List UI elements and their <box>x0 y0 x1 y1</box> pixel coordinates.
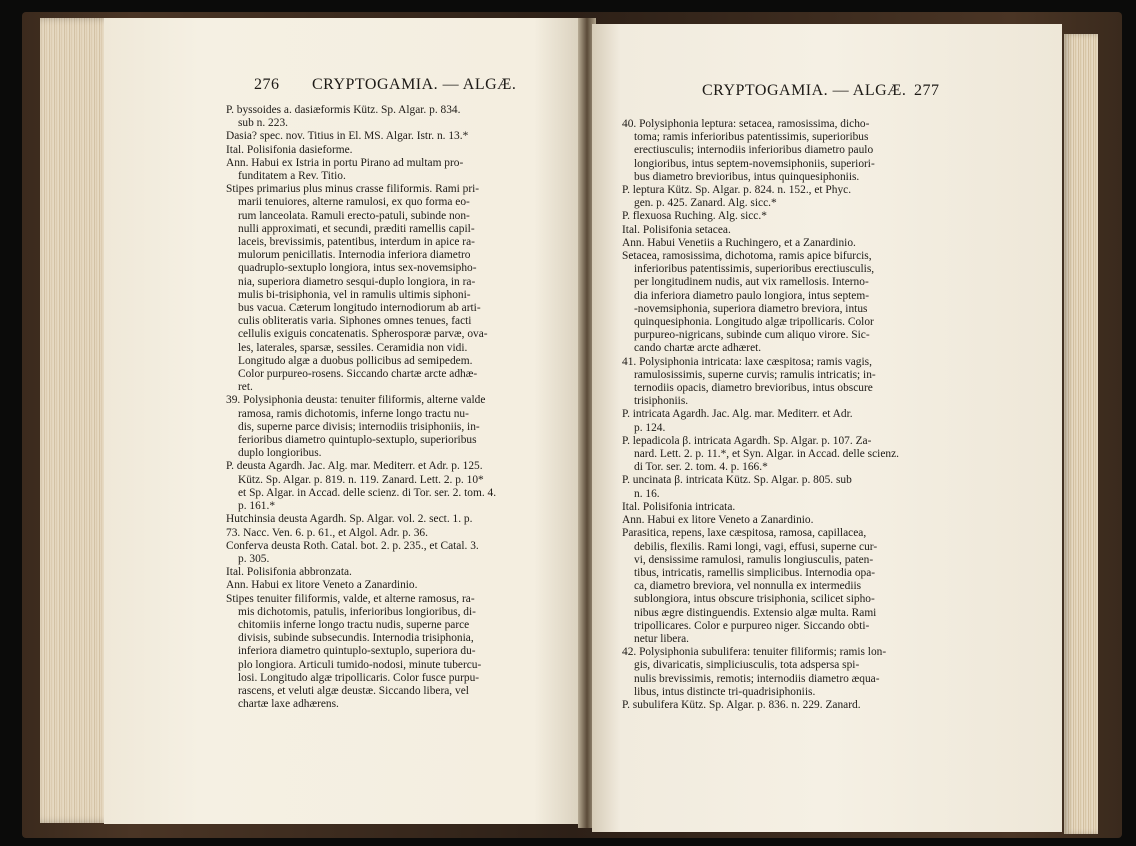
text-line: mis dichotomis, patulis, inferioribus longioribus, di- <box>238 605 476 618</box>
text-line: toma; ramis inferioribus patentissimis, superioribus <box>634 131 869 144</box>
text-line: p. 305. <box>238 552 270 565</box>
text-line: nia, superiora diametro sesqui-duplo longiora, in ra- <box>238 275 476 288</box>
text-line: P. flexuosa Ruching. Alg. sicc.* <box>622 210 767 223</box>
text-line: 41. Polysiphonia intricata: laxe cæspitosa; ramis vagis, <box>622 355 872 368</box>
text-line: divisis, subinde subsecundis. Internodia trisiphonia, <box>238 632 474 645</box>
text-line: bus diametro brevioribus, intus quinquesiphoniis. <box>634 170 860 183</box>
text-line: Ital. Polisifonia intricata. <box>622 500 736 513</box>
text-line: Kütz. Sp. Algar. p. 819. n. 119. Zanard. Lett. 2. p. 10* <box>238 473 484 486</box>
left-page-number: 276 <box>254 76 280 93</box>
text-line: duplo longioribus. <box>238 447 322 460</box>
text-line: ternodiis opacis, diametro brevioribus, intus obscure <box>634 382 873 395</box>
text-line: trisiphoniis. <box>634 395 689 408</box>
text-line: nulli approximati, et secundi, præditi ramellis capil- <box>238 222 475 235</box>
text-line: et Sp. Algar. in Accad. delle scienz. di Tor. ser. 2. tom. 4. <box>238 486 497 499</box>
text-line: Hutchinsia deusta Agardh. Sp. Algar. vol. 2. sect. 1. p. <box>226 513 473 526</box>
text-line: longioribus, intus septem-novemsiphoniis, superiori- <box>634 157 875 170</box>
text-line: plo longiora. Articuli tumido-nodosi, minute tubercu- <box>238 658 482 671</box>
text-line: n. 16. <box>634 487 660 500</box>
text-line: tibus, intricatis, ramellis simplicibus. Internodia opa- <box>634 566 876 579</box>
text-line: Setacea, ramosissima, dichotoma, ramis apice bifurcis, <box>622 250 872 263</box>
text-line: nulis brevissimis, remotis; internodiis diametro æqua- <box>634 672 880 685</box>
text-line: culis obliteratis varia. Siphones omnes tenues, facti <box>238 315 472 328</box>
text-line: P. uncinata β. intricata Kütz. Sp. Algar. p. 805. sub <box>622 474 852 487</box>
text-line: purpureo-nigricans, subinde cum aliquo virore. Sic- <box>634 329 870 342</box>
text-line: dia inferiora diametro paulo longiora, intus septem- <box>634 289 870 302</box>
text-line: Stipes tenuiter filiformis, valde, et alterne ramosus, ra- <box>226 592 475 605</box>
text-line: di Tor. ser. 2. tom. 4. p. 166.* <box>634 461 768 474</box>
text-line: ca, diametro breviora, vel nonnulla ex intermediis <box>634 580 862 593</box>
text-line: Ann. Habui ex litore Veneto a Zanardinio. <box>622 514 814 527</box>
text-line: P. leptura Kütz. Sp. Algar. p. 824. n. 152., et Phyc. <box>622 184 852 197</box>
text-line: rascens, et veluti algæ deustæ. Siccando libera, vel <box>238 684 469 697</box>
text-line: sub n. 223. <box>238 117 288 130</box>
text-line: ret. <box>238 381 253 394</box>
text-line: Ital. Polisifonia dasieforme. <box>226 143 353 156</box>
text-line: laceis, brevissimis, patentibus, interdum in apice ra- <box>238 236 475 249</box>
text-line: inferioribus patentissimis, superioribus erectiusculis, <box>634 263 875 276</box>
text-line: inferiora diametro quintuplo-sextuplo, superiora du- <box>238 645 476 658</box>
text-line: chartæ laxe adhærens. <box>238 698 339 711</box>
text-line: rum lanceolata. Ramuli erecto-patuli, subinde non- <box>238 209 470 222</box>
text-line: bus vacua. Cæterum longitudo internodiorum ab arti- <box>238 302 481 315</box>
text-line: tripollicares. Color e purpureo niger. Siccando obti- <box>634 619 870 632</box>
right-running-title: CRYPTOGAMIA. — ALGÆ. <box>702 82 907 99</box>
text-line: ramosa, ramis dichotomis, inferne longo tractu nu- <box>238 407 469 420</box>
text-line: les, laterales, sparsæ, sessiles. Ceramidia non vidi. <box>238 341 468 354</box>
text-line: Color purpureo-rosens. Siccando chartæ arcte adhæ- <box>238 368 478 381</box>
text-line: Ital. Polisifonia setacea. <box>622 223 731 236</box>
right-page <box>592 24 1062 832</box>
text-line: debilis, flexilis. Rami longi, vagi, effusi, superne cur- <box>634 540 878 553</box>
text-line: erectiusculis; internodiis inferioribus diametro paulo <box>634 144 874 157</box>
text-line: -novemsiphonia, superiora diametro breviora, intus <box>634 302 868 315</box>
text-line: libus, intus distincte tri-quadrisiphoniis. <box>634 685 816 698</box>
text-line: per longitudinem nudis, aut vix ramellosis. Interno- <box>634 276 869 289</box>
text-line: Parasitica, repens, laxe cæspitosa, ramosa, capillacea, <box>622 527 867 540</box>
text-line: losi. Longitudo algæ tripollicaris. Color fusce purpu- <box>238 671 480 684</box>
text-line: P. lepadicola β. intricata Agardh. Sp. Algar. p. 107. Za- <box>622 434 872 447</box>
text-line: p. 124. <box>634 421 666 434</box>
text-line: P. byssoides a. dasiæformis Kütz. Sp. Algar. p. 834. <box>226 104 461 116</box>
text-line: gis, divaricatis, simpliciusculis, tota adspersa spi- <box>634 659 860 672</box>
text-line: P. intricata Agardh. Jac. Alg. mar. Mediterr. et Adr. <box>622 408 853 421</box>
text-line: 73. Nacc. Ven. 6. p. 61., et Algol. Adr. p. 36. <box>226 526 428 539</box>
text-line: sublongiora, intus obscure trisiphonia, scilicet sipho- <box>634 593 875 606</box>
text-line: funditatem a Rev. Titio. <box>238 170 346 183</box>
text-line: mulis bi-trisiphonia, vel in ramulis ultimis siphoni- <box>238 288 471 301</box>
text-line: nard. Lett. 2. p. 11.*, et Syn. Algar. in Accad. delle scienz. <box>634 448 899 461</box>
right-page-text <box>622 118 948 712</box>
text-line: quinquesiphonia. Longitudo algæ tripollicaris. Color <box>634 316 874 329</box>
text-line: gen. p. 425. Zanard. Alg. sicc.* <box>634 197 777 210</box>
left-running-title: CRYPTOGAMIA. — ALGÆ. <box>312 76 517 93</box>
text-line: Conferva deusta Roth. Catal. bot. 2. p. 235., et Catal. 3. <box>226 539 479 552</box>
right-page-number: 277 <box>914 82 940 99</box>
text-line: vi, densissime ramulosi, ramulis longiusculis, paten- <box>634 553 874 566</box>
text-line: Ann. Habui ex Istria in portu Pirano ad multam pro- <box>226 156 464 169</box>
text-line: P. deusta Agardh. Jac. Alg. mar. Mediterr. et Adr. p. 125. <box>226 460 483 473</box>
right-page-edges <box>1064 34 1098 834</box>
text-line: Longitudo algæ a duobus pollicibus ad semipedem. <box>238 354 473 367</box>
text-line: netur libera. <box>634 632 690 645</box>
text-line: Ital. Polisifonia abbronzata. <box>226 566 352 579</box>
text-line: cellulis exiguis concatenatis. Spherosporæ parvæ, ova- <box>238 328 488 341</box>
left-page-text <box>226 104 582 711</box>
text-line: quadruplo-sextuplo longiora, intus sex-novemsipho- <box>238 262 477 275</box>
text-line: Stipes primarius plus minus crasse filiformis. Rami pri- <box>226 183 480 196</box>
text-line: mulorum penicillatis. Internodia inferiora diametro <box>238 249 471 262</box>
text-line: Dasia? spec. nov. Titius in El. MS. Algar. Istr. n. 13.* <box>226 130 469 143</box>
text-line: p. 161.* <box>238 500 276 513</box>
text-line: Ann. Habui ex litore Veneto a Zanardinio. <box>226 579 418 592</box>
text-line: ramulosissimis, superne curvis; ramulis intricatis; in- <box>634 368 876 381</box>
text-line: P. subulifera Kütz. Sp. Algar. p. 836. n. 229. Zanard. <box>622 698 861 711</box>
text-line: marii tenuiores, alterne ramulosi, ex quo forma eo- <box>238 196 470 209</box>
text-line: nibus ægre distinguendis. Extensio algæ multa. Rami <box>634 606 877 619</box>
text-line: 40. Polysiphonia leptura: setacea, ramosissima, dicho- <box>622 118 870 130</box>
text-line: chitomiis inferne longo tractu nudis, superne parce <box>238 618 470 631</box>
text-line: 42. Polysiphonia subulifera: tenuiter filiformis; ramis lon- <box>622 646 887 659</box>
left-page <box>104 18 582 824</box>
text-line: 39. Polysiphonia deusta: tenuiter filiformis, alterne valde <box>226 394 486 407</box>
text-line: cando chartæ arcte adhæret. <box>634 342 762 355</box>
text-line: dis, superne parce divisis; internodiis trisiphoniis, in- <box>238 420 480 433</box>
text-line: ferioribus diametro quintuplo-sextuplo, superioribus <box>238 434 477 447</box>
text-line: Ann. Habui Venetiis a Ruchingero, et a Zanardinio. <box>622 236 856 249</box>
